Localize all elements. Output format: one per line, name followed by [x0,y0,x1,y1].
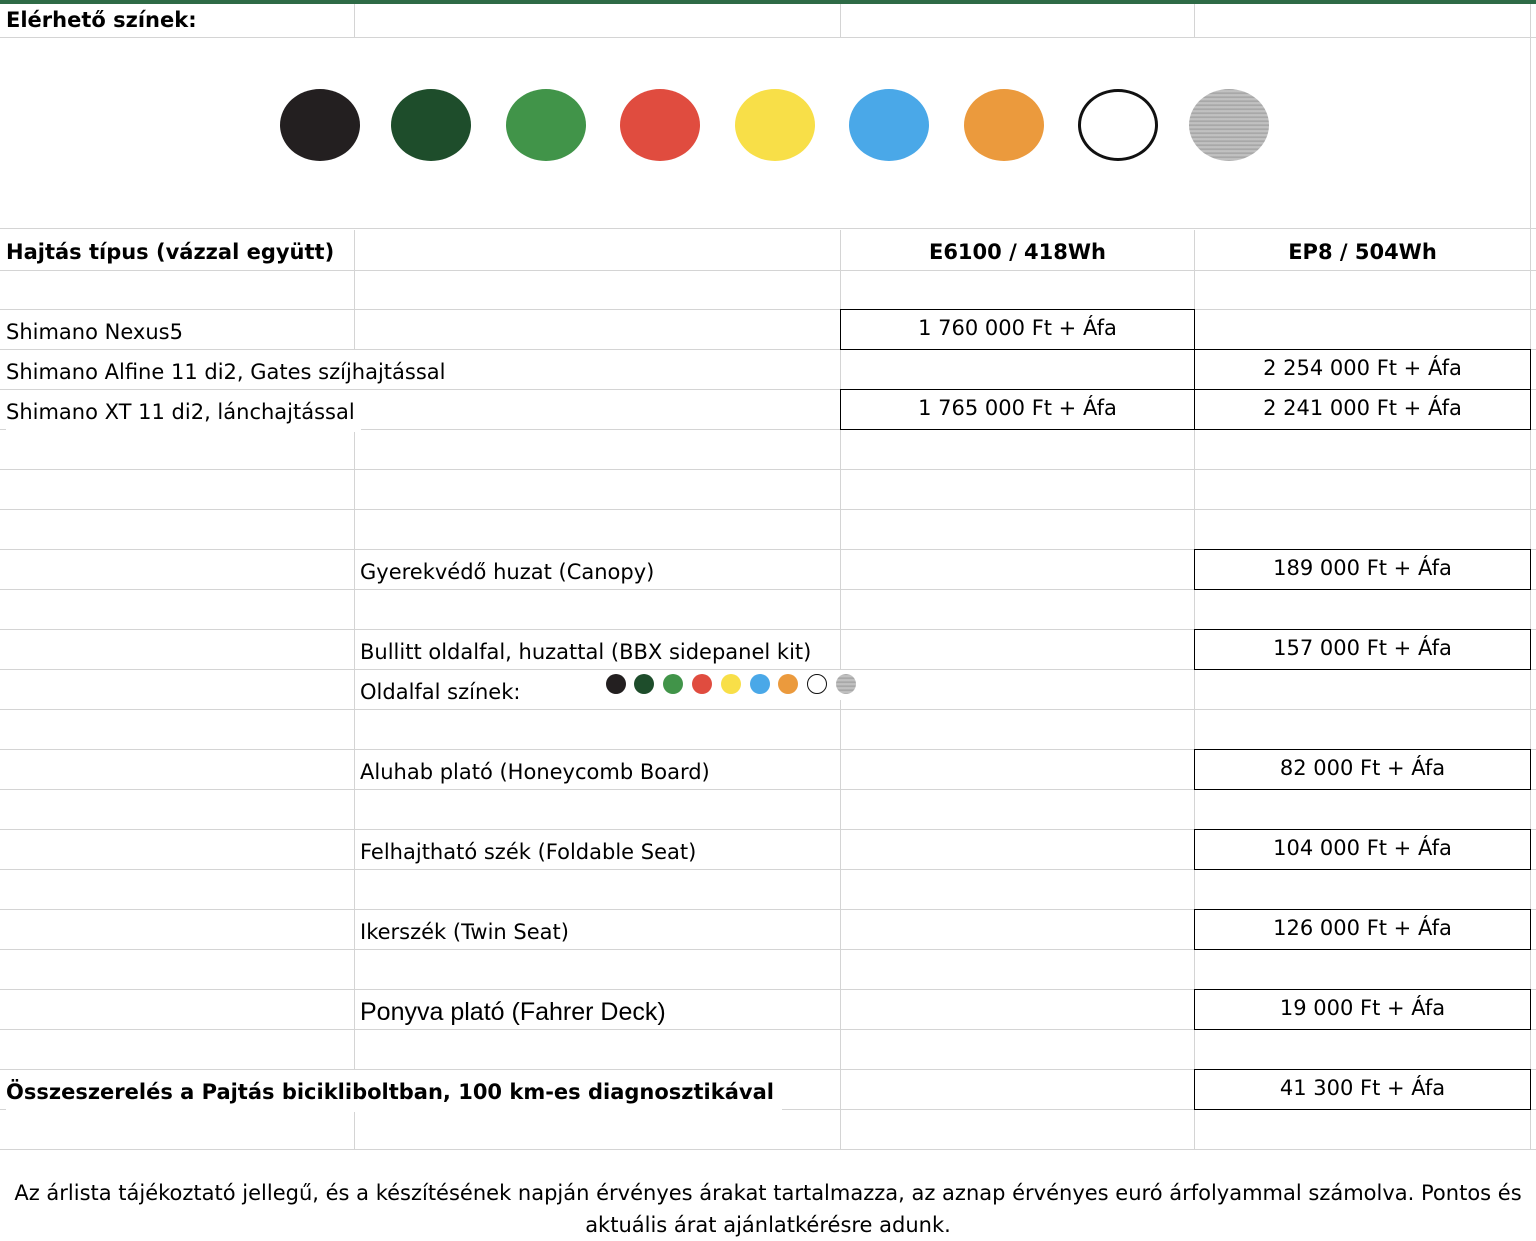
sidepanel-swatch-orange [778,674,798,694]
drive-row-name: Shimano Alfine 11 di2, Gates szíjhajtással [6,360,446,384]
accessory-name: Gyerekvédő huzat (Canopy) [360,560,655,584]
drive-row-name: Shimano XT 11 di2, lánchajtással [6,392,361,432]
sidepanel-swatch-silver [836,674,856,694]
sidepanel-colors-label: Oldalfal színek: [360,680,521,704]
color-swatch-orange [964,89,1044,161]
accessory-price: 189 000 Ft + Áfa [1194,549,1531,590]
sidepanel-color-swatches [596,670,860,700]
top-border [0,0,1536,4]
sidepanel-swatch-black [606,674,626,694]
color-swatch-yellow [735,89,815,161]
accessory-name: Aluhab plató (Honeycomb Board) [360,760,710,784]
drive-price-e6100: 1 765 000 Ft + Áfa [840,389,1195,430]
sidepanel-swatch-red [692,674,712,694]
sidepanel-swatch-yellow [721,674,741,694]
accessory-name: Ikerszék (Twin Seat) [360,920,569,944]
color-swatch-white [1078,89,1158,161]
drive-col-e6100: E6100 / 418Wh [928,240,1107,264]
accessory-price: 126 000 Ft + Áfa [1194,909,1531,950]
color-swatch-dark-green [391,89,471,161]
sidepanel-swatch-green [663,674,683,694]
sidepanel-swatch-white [807,674,827,694]
accessory-price: 104 000 Ft + Áfa [1194,829,1531,870]
sidepanel-swatch-blue [750,674,770,694]
accessory-price: 19 000 Ft + Áfa [1194,989,1531,1030]
drive-col-ep8: EP8 / 504Wh [1288,240,1437,264]
color-swatch-red [620,89,700,161]
accessory-price: 82 000 Ft + Áfa [1194,749,1531,790]
assembly-label: Összeszerelés a Pajtás bicikliboltban, 100 km-es diagnosztikával [6,1072,782,1112]
sidepanel-swatch-dark-green [634,674,654,694]
color-swatch-blue [849,89,929,161]
drive-price-ep8: 2 254 000 Ft + Áfa [1194,349,1531,390]
color-swatch-green [506,89,586,161]
accessory-name: Felhajtható szék (Foldable Seat) [360,840,697,864]
color-swatch-black [280,89,360,161]
disclaimer-line-2: aktuális árat ajánlatkérésre adunk. [585,1213,951,1237]
accessory-name: Ponyva plató (Fahrer Deck) [360,998,666,1026]
color-swatch-silver [1189,89,1269,161]
disclaimer-line-1: Az árlista tájékoztató jellegű, és a készítésének napján érvényes árakat tartalmazza, az aznap érvényes euró árfolyammal számolva. Pontos és [14,1181,1522,1205]
drive-header: Hajtás típus (vázzal együtt) [6,240,335,264]
drive-price-e6100: 1 760 000 Ft + Áfa [840,309,1195,350]
disclaimer-note [0,1150,1536,1240]
assembly-price: 41 300 Ft + Áfa [1194,1069,1531,1110]
drive-row-name: Shimano Nexus5 [6,320,183,344]
drive-price-ep8: 2 241 000 Ft + Áfa [1194,389,1531,430]
colors-label: Elérhető színek: [6,8,197,32]
accessory-name: Bullitt oldalfal, huzattal (BBX sidepanel kit) [360,640,812,664]
accessory-price: 157 000 Ft + Áfa [1194,629,1531,670]
